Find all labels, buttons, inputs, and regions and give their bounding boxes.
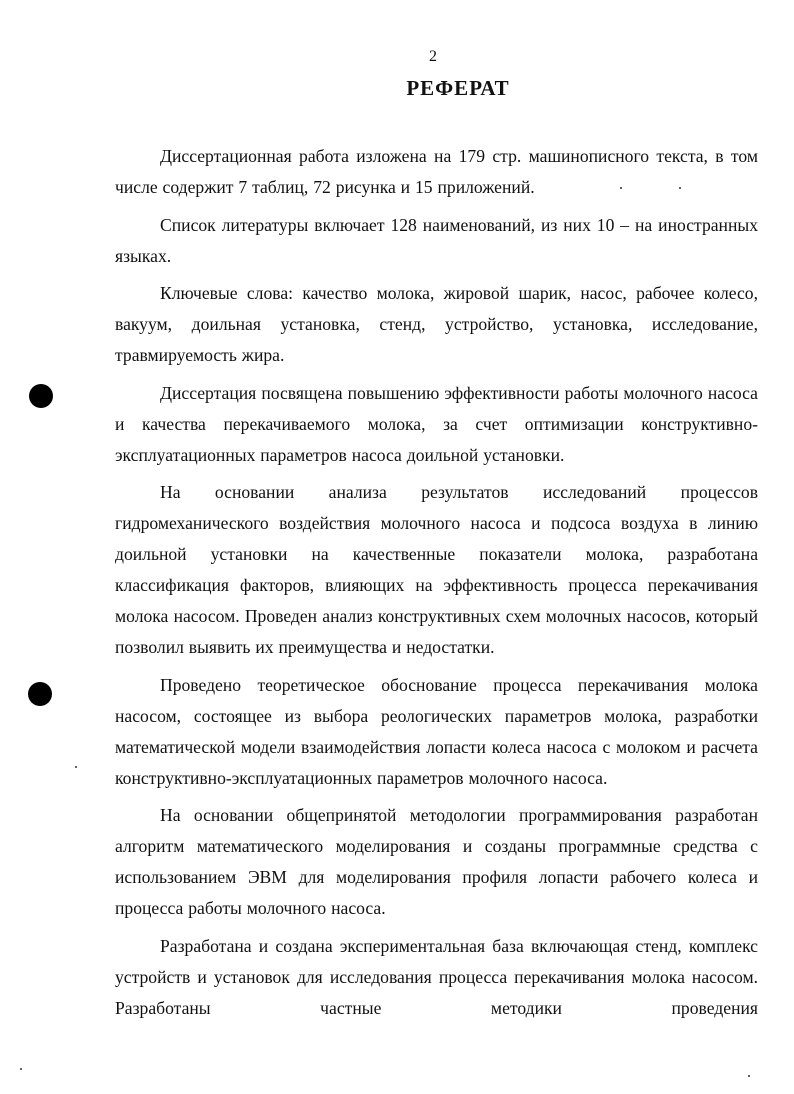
page-number: 2 bbox=[429, 48, 437, 65]
paragraph-references: Список литературы включает 128 наименований, из них 10 – на иностранных языках. bbox=[115, 214, 758, 266]
paragraph-subject: Диссертация посвящена повышению эффективности работы молочного насоса и качества перекачиваемого молока, за счет оптимизации конструктивно-эксплуатационных параметров насоса доильной установки. bbox=[115, 382, 758, 465]
punch-hole-top bbox=[29, 384, 53, 408]
scan-speck bbox=[748, 1075, 750, 1077]
punch-hole-bottom bbox=[28, 682, 52, 706]
paragraph-software: На основании общепринятой методологии программирования разработан алгоритм математического моделирования и созданы программные средства с использованием ЭВМ для моделирования профиля лопасти рабочего колеса и процесса работы молочного насоса. bbox=[115, 805, 758, 918]
paragraph-experiment: Разработана и создана экспериментальная база включающая стенд, комплекс устройств и установок для исследования процесса перекачивания молока насосом. Разработаны частные методики проведения bbox=[115, 935, 758, 1018]
scan-speck bbox=[620, 187, 622, 189]
paragraph-theory: Проведено теоретическое обоснование процесса перекачивания молока насосом, состоящее из выбора реологических параметров молока, разработки математической модели взаимодействия лопасти колеса насоса с молоком и расчета конструктивно-эксплуатационных параметров молочного насоса. bbox=[115, 674, 758, 788]
scan-speck bbox=[679, 187, 681, 189]
paragraph-volume: Диссертационная работа изложена на 179 стр. машинописного текста, в том числе содержит 7 таблиц, 72 рисунка и 15 приложений. bbox=[115, 146, 758, 197]
paragraph-analysis: На основании анализа результатов исследований процессов гидромеханического воздействия молочного насоса и подсоса воздуха в линию доильной установки на качественные показатели молока, разработана классификация факторов, влияющих на эффективность процесса перекачивания молока насосом. Проведен анализ конструктивных схем молочных насосов, который позволил выявить их преимущества и недостатки. bbox=[115, 482, 758, 657]
scan-speck bbox=[20, 1068, 22, 1070]
paragraph-keywords: Ключевые слова: качество молока, жировой шарик, насос, рабочее колесо, вакуум, доильная установка, стенд, устройство, установка, исследование, травмируемость жира. bbox=[115, 283, 758, 365]
document-body bbox=[115, 141, 758, 1030]
scan-speck bbox=[75, 766, 77, 768]
page-title: РЕФЕРАТ bbox=[406, 76, 510, 100]
